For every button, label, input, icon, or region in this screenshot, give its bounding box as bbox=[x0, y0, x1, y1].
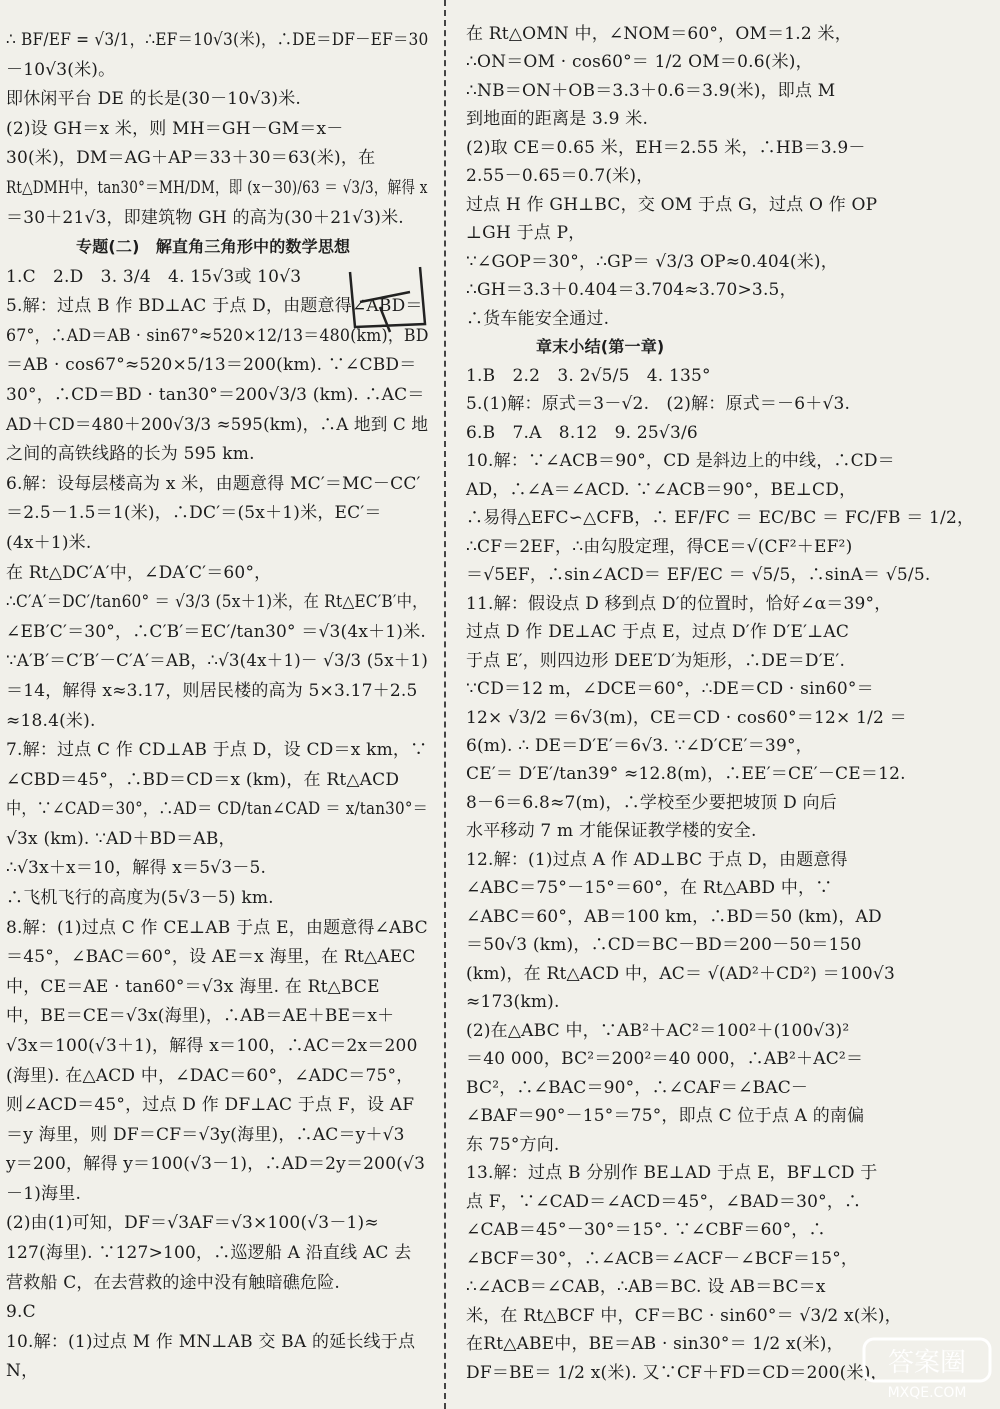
text-line: ∠CBD＝45°，∴BD＝CD＝x (km)，在 Rt△ACD bbox=[6, 769, 400, 790]
text-line: ∴√3x＋x＝10，解得 x＝5√3－5. bbox=[6, 858, 267, 879]
text-line: 10.解：(1)过点 M 作 MN⊥AB 交 BA 的延长线于点 bbox=[6, 1331, 416, 1352]
text-line: 30(米)，DM＝AG＋AP＝33＋30＝63(米)，在 bbox=[6, 148, 376, 169]
text-line: ∴货车能安全通过. bbox=[466, 308, 610, 329]
text-line: ＝45°，∠BAC＝60°，设 AE＝x 海里，在 Rt△AEC bbox=[6, 947, 416, 968]
text-line: N， bbox=[6, 1361, 39, 1382]
text-line: ∴NB＝ON＋OB＝3.3＋0.6＝3.9(米)，即点 M bbox=[466, 80, 836, 101]
text-line: ∠ABC＝75°－15°＝60°，在 Rt△ABD 中，∵ bbox=[466, 878, 833, 899]
text-line: ＝√5EF，∴sin∠ACD＝ EF/EC ＝ √5/5，∴sinA＝ √5/5. bbox=[466, 565, 931, 586]
left-column bbox=[0, 0, 432, 1409]
text-line: ∴C′A′＝DC′/tan60° ＝ √3/3 (5x＋1)米，在 Rt△EC′B′中， bbox=[6, 592, 428, 613]
handwritten-scribble bbox=[340, 262, 440, 372]
text-line: Rt△DMH中，tan30°＝MH/DM，即 (x－30)/63 ＝ √3/3，解得 x bbox=[6, 177, 428, 198]
text-line: ≈18.4(米). bbox=[6, 710, 96, 731]
text-line: 点 F，∵∠CAD＝∠ACD＝45°，∠BAD＝30°，∴ bbox=[466, 1191, 862, 1212]
text-line: 9.C bbox=[6, 1302, 36, 1323]
text-line: BC²，∴∠BAC＝90°，∴∠CAF＝∠BAC－ bbox=[466, 1077, 809, 1098]
text-line: ＝14，解得 x≈3.17，则居民楼的高为 5×3.17＋2.5 bbox=[6, 680, 418, 701]
text-line: －1)海里. bbox=[6, 1183, 82, 1204]
text-line: ＝30＋21√3，即建筑物 GH 的高为(30＋21√3)米. bbox=[6, 207, 404, 228]
text-line: ≈173(km). bbox=[466, 992, 560, 1013]
text-line: 7.解：过点 C 作 CD⊥AB 于点 D，设 CD＝x km，∵ bbox=[6, 740, 428, 761]
text-line: 6.B 7.A 8.12 9. 25√3/6 bbox=[466, 422, 698, 443]
text-line: DF＝BE＝ 1/2 x(米). 又∵CF＋FD＝CD＝200(米)， bbox=[466, 1362, 888, 1383]
text-line: (2)设 GH＝x 米，则 MH＝GH－GM＝x－ bbox=[6, 118, 344, 139]
text-line: √3x＝100(√3＋1)，解得 x＝100，∴AC＝2x＝200 bbox=[6, 1035, 418, 1056]
text-line: √3x (km). ∵AD＋BD＝AB， bbox=[6, 828, 236, 849]
text-line: ＝50√3 (km)，∴CD＝BC－BD＝200－50＝150 bbox=[466, 935, 862, 956]
text-line: 2.55－0.65＝0.7(米)， bbox=[466, 166, 654, 187]
text-line: 营救船 C，在去营救的途中没有触暗礁危险. bbox=[6, 1272, 341, 1293]
text-line: 米，在 Rt△BCF 中，CF＝BC · sin60°＝ √3/2 x(米)， bbox=[466, 1305, 902, 1326]
text-line: ＝40 000，BC²＝200²＝40 000，∴AB²＋AC²＝ bbox=[466, 1049, 864, 1070]
text-line: ∠BCF＝30°，∴∠ACB＝∠ACF－∠BCF＝15°， bbox=[466, 1248, 859, 1269]
text-line: ∠EB′C′＝30°，∴C′B′＝EC′/tan30° ＝√3(4x＋1)米. bbox=[6, 621, 427, 642]
text-line: 8－6＝6.8≈7(m)，∴学校至少要把坡顶 D 向后 bbox=[466, 792, 837, 813]
text-line: ＝y 海里，则 DF＝CF＝√3y(海里)，∴AC＝y＋√3 bbox=[6, 1124, 405, 1145]
text-line: 在 Rt△DC′A′中，∠DA′C′＝60°， bbox=[6, 562, 272, 583]
text-line: 之间的高铁线路的长为 595 km. bbox=[6, 444, 255, 465]
text-line: ∴GH＝3.3＋0.404＝3.704≈3.70>3.5， bbox=[466, 280, 797, 301]
text-line: 10.解：∵∠ACB＝90°，CD 是斜边上的中线，∴CD＝ bbox=[466, 451, 895, 472]
text-line: 在 Rt△OMN 中，∠NOM＝60°，OM＝1.2 米， bbox=[466, 24, 852, 44]
text-line: ∵A′B′＝C′B′－C′A′＝AB，∴√3(4x＋1)－ √3/3 (5x＋1) bbox=[6, 651, 429, 672]
text-line: (2)在△ABC 中，∵AB²＋AC²＝100²＋(100√3)² bbox=[466, 1020, 850, 1041]
svg-text:答案圈: 答案圈 bbox=[887, 1348, 967, 1378]
text-line: (km)，在 Rt△ACD 中，AC＝ √(AD²＋CD²) ＝100√3 bbox=[466, 963, 895, 984]
text-line: 30°，∴CD＝BD · tan30°＝200√3/3 (km). ∴AC＝ bbox=[6, 385, 425, 406]
column-divider bbox=[444, 0, 446, 1409]
text-line: 水平移动 7 m 才能保证教学楼的安全. bbox=[466, 821, 757, 842]
text-line: y＝200，解得 y＝100(√3－1)，∴AD＝2y＝200(√3 bbox=[6, 1154, 426, 1175]
text-line: ∠CAB＝45°－30°＝15°. ∵∠CBF＝60°，∴ bbox=[466, 1220, 826, 1241]
text-line: ⊥GH 于点 P， bbox=[466, 223, 586, 244]
text-line: ＝AB · cos67°≈520×5/13＝200(km). ∵∠CBD＝ bbox=[6, 355, 417, 376]
text-line: (4x＋1)米. bbox=[6, 532, 92, 553]
text-line: 1.B 2.2 3. 2√5/5 4. 135° bbox=[466, 365, 711, 386]
text-line: 东 75°方向. bbox=[466, 1134, 560, 1155]
text-line: 13.解：过点 B 分别作 BE⊥AD 于点 E，BF⊥CD 于 bbox=[466, 1163, 878, 1184]
text-line: ∵CD＝12 m，∠DCE＝60°，∴DE＝CD · sin60°＝ bbox=[466, 679, 874, 700]
text-line: 则∠ACD＝45°，过点 D 作 DF⊥AC 于点 F，设 AF bbox=[6, 1095, 415, 1116]
text-line: 章末小结(第一章) bbox=[536, 337, 665, 357]
svg-text:MXQE.COM: MXQE.COM bbox=[887, 1385, 967, 1401]
text-line: 11.解：假设点 D 移到点 D′的位置时，恰好∠α＝39°， bbox=[466, 593, 892, 614]
text-line: ∠ABC＝60°，AB＝100 km，∴BD＝50 (km)，AD bbox=[466, 906, 882, 927]
text-line: 127(海里). ∵127>100，∴巡逻船 A 沿直线 AC 去 bbox=[6, 1243, 412, 1264]
text-line: ∵∠GOP＝30°，∴GP＝ √3/3 OP≈0.404(米)， bbox=[466, 251, 838, 272]
text-line: 6.解：设每层楼高为 x 米，由题意得 MC′＝MC－CC′ bbox=[6, 473, 421, 494]
text-line: 即休闲平台 DE 的长是(30－10√3)米. bbox=[6, 89, 302, 110]
text-line: 到地面的距离是 3.9 米. bbox=[466, 109, 649, 130]
text-line: CE′＝ D′E′/tan39° ≈12.8(m)，∴EE′＝CE′－CE＝12. bbox=[466, 764, 906, 785]
text-line: 5.解：过点 B 作 BD⊥AC 于点 D，由题意得∠ABD＝ bbox=[6, 296, 423, 317]
text-line: (2)取 CE＝0.65 米，EH＝2.55 米，∴HB＝3.9－ bbox=[466, 137, 866, 158]
text-line: 专题(二) 解直角三角形中的数学思想 bbox=[76, 237, 351, 257]
text-line: ＝2.5－1.5＝1(米)，∴DC′＝(5x＋1)米，EC′＝ bbox=[6, 503, 382, 524]
text-line: 12.解：(1)过点 A 作 AD⊥BC 于点 D，由题意得 bbox=[466, 849, 848, 870]
text-line: 6(m). ∴ DE＝D′E′＝6√3. ∵∠D′CE′＝39°， bbox=[466, 735, 813, 756]
text-line: 67°，∴AD＝AB · sin67°≈520×12/13＝480(km)，BD bbox=[6, 325, 429, 346]
text-line: 中，BE＝CE＝√3x(海里)，∴AB＝AE＋BE＝x＋ bbox=[6, 1006, 395, 1027]
watermark-logo bbox=[862, 1333, 992, 1401]
text-line: AD＋CD＝480＋200√3/3 ≈595(km)，∴A 地到 C 地 bbox=[6, 414, 429, 435]
text-line: ∴CF＝2EF，∴由勾股定理，得CE＝√(CF²＋EF²) bbox=[466, 536, 853, 557]
text-line: 于点 E′，则四边形 DEE′D′为矩形，∴DE＝D′E′. bbox=[466, 650, 846, 671]
text-line: 1.C 2.D 3. 3/4 4. 15√3或 10√3 bbox=[6, 266, 302, 287]
text-line: 12× √3/2 ＝6√3(m)，CE＝CD · cos60°＝12× 1/2 ＝ bbox=[466, 707, 907, 728]
text-line: ∴ON＝OM · cos60°＝ 1/2 OM＝0.6(米)， bbox=[466, 52, 813, 73]
text-line: ∠BAF＝90°－15°＝75°，即点 C 位于点 A 的南偏 bbox=[466, 1106, 865, 1127]
right-column bbox=[456, 0, 996, 1409]
text-line: 在Rt△ABE中，BE＝AB · sin30°＝ 1/2 x(米)， bbox=[466, 1334, 844, 1355]
text-line: ∴∠ACB＝∠CAB，∴AB＝BC. 设 AB＝BC＝x bbox=[466, 1277, 826, 1298]
text-line: 过点 D 作 DE⊥AC 于点 E，过点 D′作 D′E′⊥AC bbox=[466, 622, 850, 643]
text-line: －10√3(米)。 bbox=[6, 59, 116, 80]
text-line: ∴飞机飞行的高度为(5√3－5) km. bbox=[6, 888, 274, 909]
text-line: 中，CE＝AE · tan60°＝√3x 海里. 在 Rt△BCE bbox=[6, 976, 380, 997]
text-line: 5.(1)解：原式＝3－√2. (2)解：原式＝－6＋√3. bbox=[466, 394, 851, 415]
text-line: ∴ BF/EF = √3/1，∴EF＝10√3(米)，∴DE＝DF－EF＝30 bbox=[6, 30, 429, 50]
text-line: AD，∴∠A＝∠ACD. ∵∠ACB＝90°，BE⊥CD， bbox=[466, 479, 857, 500]
text-line: (海里). 在△ACD 中，∠DAC＝60°，∠ADC＝75°， bbox=[6, 1065, 414, 1086]
text-line: 过点 H 作 GH⊥BC，交 OM 于点 G，过点 O 作 OP bbox=[466, 194, 878, 215]
text-line: ∴易得△EFC∽△CFB，∴ EF/FC ＝ EC/BC ＝ FC/FB ＝ 1/2， bbox=[466, 508, 975, 529]
text-line: (2)由(1)可知，DF＝√3AF＝√3×100(√3－1)≈ bbox=[6, 1213, 379, 1234]
text-line: 8.解：(1)过点 C 作 CE⊥AB 于点 E，由题意得∠ABC bbox=[6, 917, 428, 938]
text-line: 中，∵∠CAD＝30°，∴AD＝ CD/tan∠CAD ＝ x/tan30°＝ bbox=[6, 799, 428, 820]
